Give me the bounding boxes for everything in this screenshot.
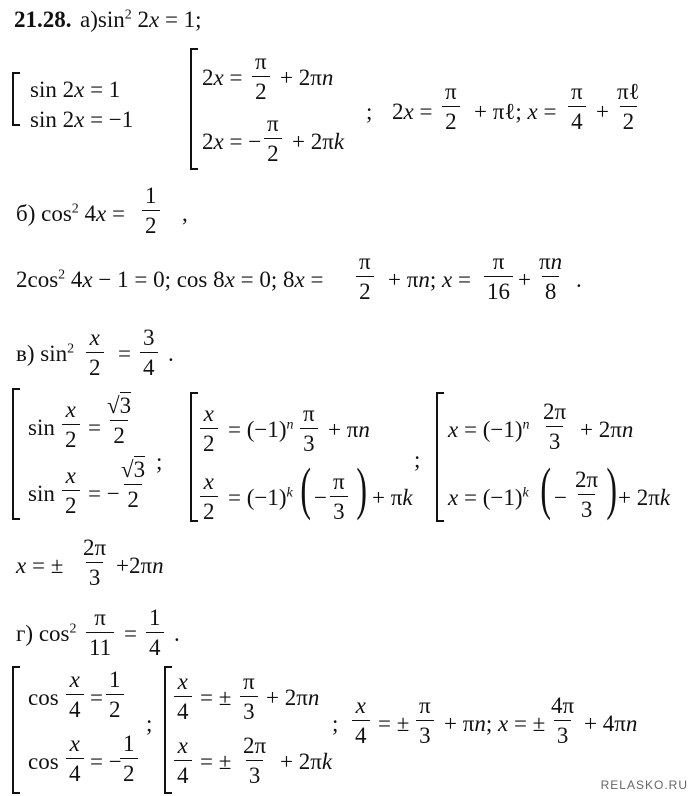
fraction: $\frac{1}{2}$ — [142, 184, 160, 237]
fraction: $\frac{\pi}{3}$ — [300, 402, 318, 455]
fraction: $\frac{\pi}{2}$ — [356, 250, 374, 303]
bracket — [12, 72, 20, 126]
fraction: $\frac{\pi}{3}$ — [416, 694, 434, 747]
equation-line: + — [596, 99, 609, 124]
fraction: $\frac{\pi n}{8}$ — [539, 249, 563, 304]
equation-line: = — [90, 685, 103, 710]
equation-line: + πn; x = ± — [444, 711, 546, 736]
equation-line: + 4πn — [584, 711, 638, 736]
equation-line: + πn — [328, 417, 370, 442]
equation-line: = $(-1)^k$ — [228, 485, 293, 510]
bracket — [190, 48, 198, 170]
watermark: RELASKO.RU — [600, 778, 688, 792]
equation-line: . — [168, 341, 174, 366]
equation-line: + πn; x = — [388, 267, 471, 292]
equation-line: $x = (-1)^k$ — [448, 485, 529, 510]
equation-line: = − — [88, 481, 120, 506]
paren: ) — [356, 456, 367, 521]
fraction: $\frac{\pi}{11}$ — [86, 606, 114, 659]
fraction: $\frac{2\pi}{3}$ — [575, 467, 599, 522]
equation-line: + πℓ; x = — [474, 99, 557, 124]
equation-line: + 2πn — [266, 685, 320, 710]
equation-line: 2x = − — [202, 129, 262, 154]
equation-line: $x = (-1)^n$ — [448, 417, 530, 442]
equation-line: = — [88, 415, 101, 440]
equation-line: = — [118, 341, 131, 366]
equation-line: sin — [28, 481, 55, 506]
equation-line: = — [124, 621, 137, 646]
fraction: $\frac{x}{4}$ — [66, 732, 84, 785]
equation-line: = ± — [378, 711, 410, 736]
paren: ( — [300, 456, 311, 521]
fraction: $\frac{x}{2}$ — [62, 398, 80, 451]
paren: ) — [606, 456, 617, 521]
equation-line: 2x = — [202, 65, 243, 90]
fraction: $\frac{x}{4}$ — [174, 734, 192, 787]
equation-line: + 2πk — [280, 749, 333, 774]
fraction: $\frac{2\pi}{3}$ — [243, 733, 267, 788]
section-v-result: x = ± — [16, 553, 64, 578]
equation-line: . — [174, 621, 180, 646]
bracket — [190, 392, 198, 522]
fraction: $\frac{x}{2}$ — [200, 470, 218, 523]
fraction: $\frac{\pi}{2}$ — [252, 50, 270, 103]
fraction: $\frac{\pi}{2}$ — [442, 80, 460, 133]
fraction: $\frac{x}{4}$ — [174, 670, 192, 723]
fraction: $\frac{x}{2}$ — [200, 402, 218, 455]
equation-line: . — [576, 267, 582, 292]
equation-line: + πk — [372, 485, 413, 510]
equation-line: cos — [28, 685, 59, 710]
equation-line: 2x = — [392, 99, 433, 124]
fraction: $\frac{x}{4}$ — [352, 694, 370, 747]
equation-line: cos — [28, 749, 59, 774]
equation-line: + 2πk — [292, 129, 345, 154]
fraction: $\frac{x}{2}$ — [86, 326, 104, 379]
equation-line: + 2πn — [580, 417, 634, 442]
section-g-header: г) $\cos^2$ — [16, 621, 77, 646]
equation-line: sin — [28, 415, 55, 440]
equation-line: ; — [156, 449, 163, 474]
equation-line: sin 2x = −1 — [30, 107, 134, 132]
bracket — [436, 392, 444, 522]
fraction: $\frac{x}{4}$ — [66, 668, 84, 721]
equation-line: = $(-1)^n$ — [228, 417, 294, 442]
equation-line: − — [554, 485, 567, 510]
bracket — [12, 388, 20, 520]
fraction: $\frac{\pi}{3}$ — [240, 670, 258, 723]
fraction: πℓ 2 — [617, 79, 640, 134]
equation-line: = ± — [200, 749, 232, 774]
equation-line: = − — [90, 749, 122, 774]
equation-line: + 2πn — [280, 65, 334, 90]
fraction: $\frac{\pi}{2}$ — [264, 112, 282, 165]
fraction: $\frac{√3}{2}$ — [121, 457, 146, 512]
equation-line: ; — [332, 711, 339, 736]
paren: ( — [540, 456, 551, 521]
fraction: $\frac{\pi}{4}$ — [568, 80, 586, 133]
fraction: $\frac{2\pi}{3}$ — [543, 399, 567, 454]
equation-line: + 2πk — [618, 485, 671, 510]
fraction: $\frac{4\pi}{3}$ — [551, 693, 575, 748]
equation-line: ; — [146, 711, 153, 736]
bracket — [12, 666, 20, 794]
fraction: $\frac{3}{4}$ — [140, 326, 158, 379]
fraction: $\frac{1}{2}$ — [106, 668, 124, 721]
equation-line: = ± — [200, 685, 232, 710]
fraction: $\frac{\pi}{16}$ — [484, 250, 513, 303]
equation-line: ; — [366, 99, 373, 124]
equation-line: sin 2x = 1 — [30, 77, 121, 102]
equation-line: $2\cos^2$ 4x − 1 = 0; cos 8x = 0; 8x = — [16, 267, 324, 292]
equation-line: +2πn — [116, 553, 164, 578]
fraction: $\frac{1}{4}$ — [146, 606, 164, 659]
bracket — [164, 666, 172, 794]
equation-line: + — [518, 267, 531, 292]
section-v-header: в) $\sin^2$ — [16, 341, 75, 366]
fraction: $\frac{1}{2}$ — [120, 732, 138, 785]
fraction: $\frac{√3}{2}$ — [107, 393, 132, 448]
section-a-header: $а)\sin^2$ 2x = 1; — [80, 7, 202, 32]
equation-line: ; — [414, 447, 421, 472]
problem-number: 21.28. — [14, 7, 72, 32]
fraction: $\frac{x}{2}$ — [62, 464, 80, 517]
fraction: $\frac{\pi}{3}$ — [330, 470, 348, 523]
equation-line: − — [314, 485, 327, 510]
equation-line: , — [182, 201, 188, 226]
fraction: $\frac{2\pi}{3}$ — [83, 535, 107, 590]
section-b-header: б) $\cos^2 4x$ = — [16, 201, 125, 226]
